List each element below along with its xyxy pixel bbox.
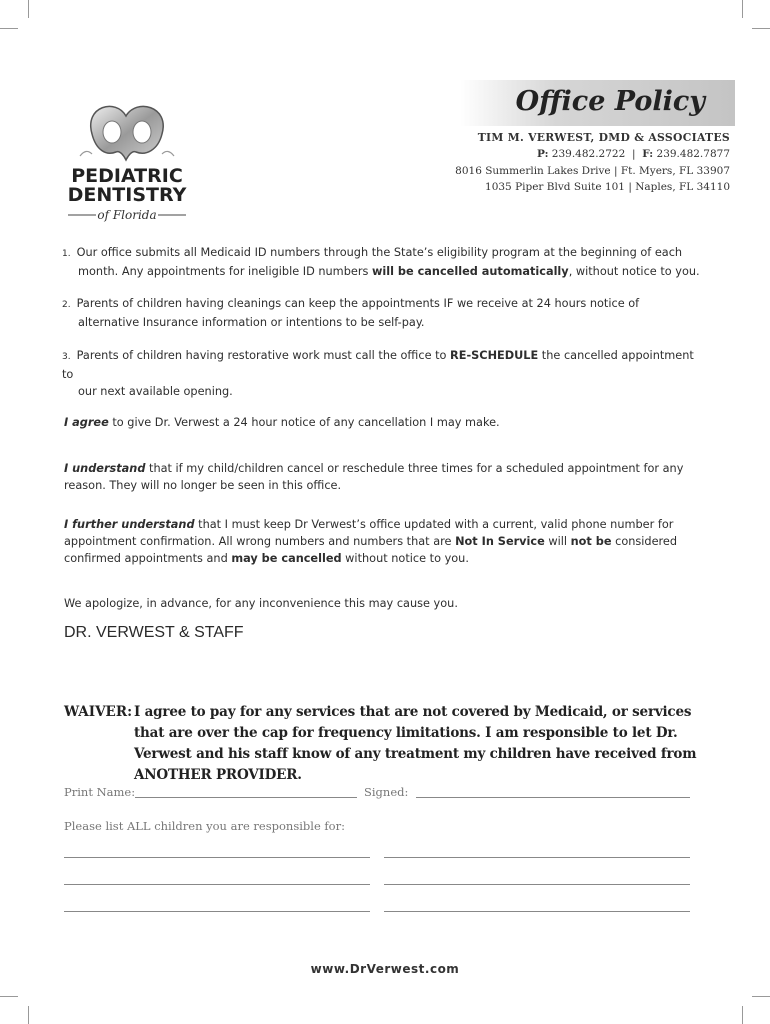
logo-line1: PEDIATRIC [71,165,183,187]
signed-label: Signed: [364,785,409,799]
further-text: without notice to you. [341,552,469,565]
child-name-field[interactable] [64,884,370,885]
policy-item-2 [62,295,702,331]
website-url[interactable]: www.DrVerwest.com [310,962,460,976]
crop-mark [0,996,18,997]
address-naples: 1035 Piper Blvd Suite 101 | Naples, FL 34110 [485,181,730,193]
contact-phones [537,148,730,160]
further-text: will [544,535,571,548]
policy-text: the cancelled appointment to [62,349,694,381]
crop-mark [742,0,743,18]
phone-label: P: [537,148,549,160]
print-name-label: Print Name: [64,785,136,799]
further-text: considered [611,535,678,548]
fax-label: F: [642,148,654,160]
policy-text: month. Any appointments for ineligible ID numbers [78,265,372,278]
logo-line2: DENTISTRY [67,184,187,206]
signoff: DR. VERWEST & STAFF [64,624,244,641]
agree-statement [64,414,704,431]
further-text: that I must keep Dr Verwest’s office updated with a current, valid phone number for [194,518,674,531]
print-name-field[interactable] [135,797,357,798]
policy-text: , without notice to you. [568,265,700,278]
further-text: confirmed appointments and [64,552,232,565]
understand-statement [64,460,704,494]
fax-number: 239.482.7877 [656,148,730,160]
policy-text: our next available opening. [78,385,233,398]
further-text: appointment confirmation. All wrong numbers and numbers that are [64,535,456,548]
policy-number: 2. [62,300,71,310]
agree-text: to give Dr. Verwest a 24 hour notice of any cancellation I may make. [108,416,500,429]
policy-number: 3. [62,352,71,362]
further-emphasis: not be [570,535,612,548]
policy-item-1 [62,244,702,280]
crop-mark [752,28,770,29]
understand-text: that if my child/children cancel or reschedule three times for a scheduled appointment for any [145,462,684,475]
crop-mark [28,0,29,18]
understand-lead: I understand [64,462,146,475]
crop-mark [742,1006,743,1024]
policy-number: 1. [62,249,71,259]
apology-text: We apologize, in advance, for any inconvenience this may cause you. [64,597,458,610]
further-understand-statement [64,516,704,567]
practice-logo [66,98,188,224]
separator: | [631,148,636,160]
page-title: Office Policy [515,86,705,117]
crop-mark [0,28,18,29]
logo-line3: of Florida [97,208,157,222]
further-lead: I further understand [64,518,195,531]
policy-text: alternative Insurance information or intentions to be self-pay. [78,316,425,329]
policy-text: Parents of children having restorative work must call the office to [76,349,451,362]
policy-text: Our office submits all Medicaid ID numbers through the State’s eligibility program at the beginning of each [76,246,683,259]
crop-mark [28,1006,29,1024]
agree-lead: I agree [64,416,109,429]
child-name-field[interactable] [384,884,690,885]
waiver-text: I agree to pay for any services that are not covered by Medicaid, or services that are over the cap for frequency limitations. I am responsible to let Dr. Verwest and his staff know of any treatment my children have received from ANOTHER PROVIDER. [134,704,697,783]
phone-number: 239.482.2722 [551,148,626,160]
child-name-field[interactable] [64,911,370,912]
understand-text: reason. They will no longer be seen in this office. [64,479,342,492]
crop-mark [752,996,770,997]
children-list-label: Please list ALL children you are responsible for: [64,819,345,833]
further-emphasis: Not In Service [455,535,545,548]
signature-field[interactable] [416,797,690,798]
waiver-label: WAIVER: [64,704,133,720]
child-name-field[interactable] [64,857,370,858]
title-banner [460,80,735,126]
child-name-field[interactable] [384,857,690,858]
policy-emphasis: RE-SCHEDULE [450,349,539,362]
tooth-logo-icon [66,98,188,224]
child-name-field[interactable] [384,911,690,912]
policy-item-3 [62,347,702,400]
policy-emphasis: will be cancelled automatically [371,265,569,278]
policy-text: Parents of children having cleanings can keep the appointments IF we receive at 24 hours notice of [76,297,640,310]
further-emphasis: may be cancelled [231,552,342,565]
address-fort-myers: 8016 Summerlin Lakes Drive | Ft. Myers, FL 33907 [455,165,730,177]
practice-name: TIM M. VERWEST, DMD & ASSOCIATES [477,131,730,144]
